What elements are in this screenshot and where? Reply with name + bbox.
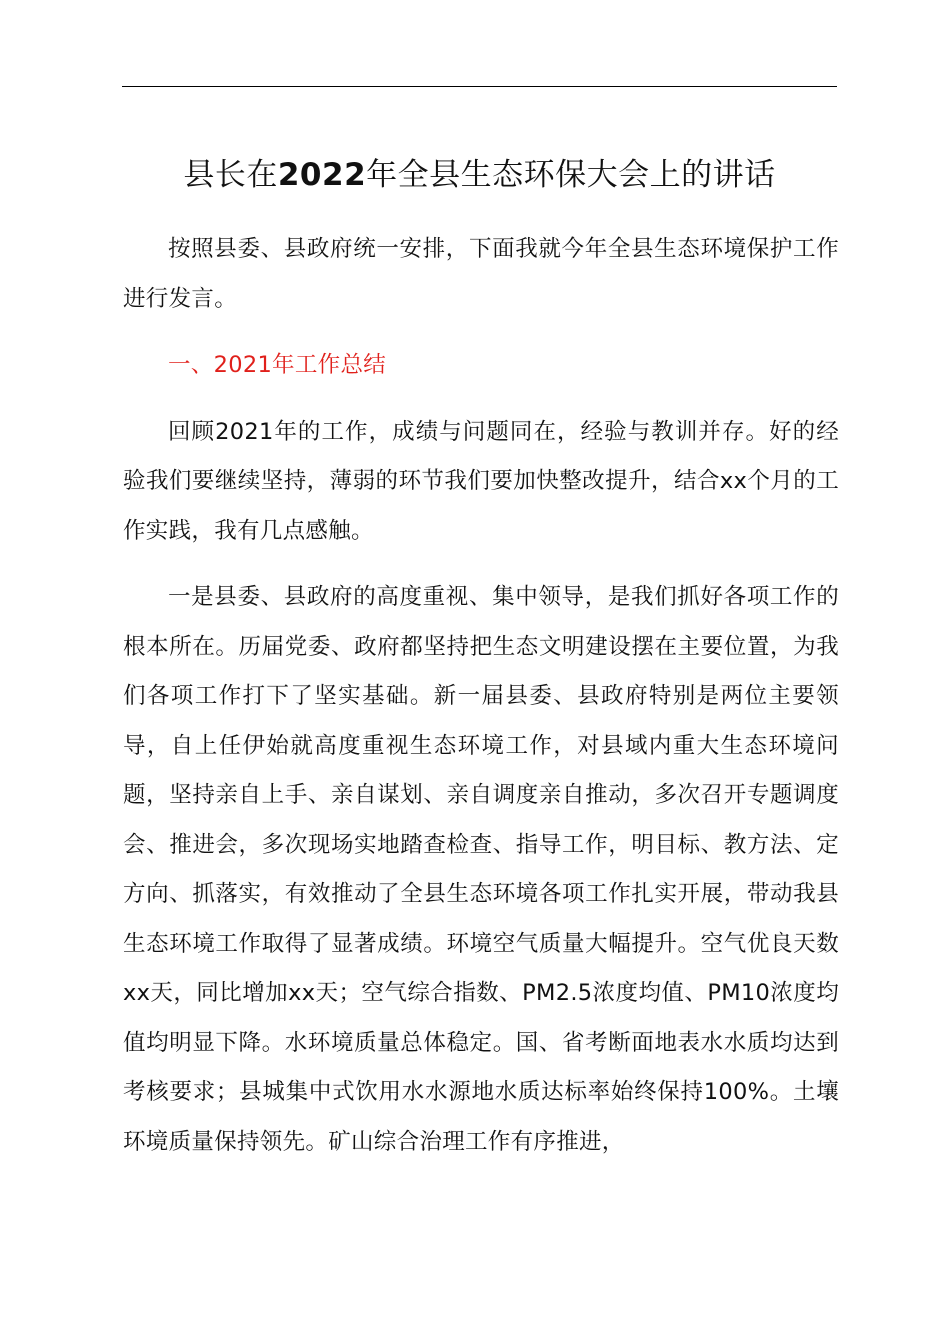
title-prefix: 县长在 bbox=[183, 157, 278, 193]
intro-paragraph: 按照县委、县政府统一安排，下面我就今年全县生态环境保护工作进行发言。 bbox=[123, 236, 839, 312]
title-suffix: 年全县生态环保大会上的讲话 bbox=[366, 157, 776, 193]
section-heading: 一、2021年工作总结 bbox=[168, 352, 387, 378]
title-year: 2022 bbox=[277, 157, 367, 193]
point-one-paragraph: 一是县委、县政府的高度重视、集中领导，是我们抓好各项工作的根本所在。历届党委、政府都坚持把生态文明建设摆在主要位置，为我们各项工作打下了坚实基础。新一届县委、县政府特别是两位主要领导，自上任伊始就高度重视生态环境工作，对县域内重大生态环境问题，坚持亲自上手、亲自谋划、亲自调度亲自推动，多次召开专题调度会、推进会，多次现场实地踏查检查、指导工作，明目标、教方法、定方向、抓落实，有效推动了全县生态环境各项工作扎实开展，带动我县生态环境工作取得了显著成绩。环境空气质量大幅提升。空气优良天数xx天，同比增加xx天；空气综合指数、PM2.5浓度均值、PM10浓度均值均明显下降。水环境质量总体稳定。国、省考断面地表水水质均达到考核要求；县城集中式饮用水水源地水质达标率始终保持100%。土壤环境质量保持领先。矿山综合治理工作有序推进， bbox=[123, 584, 839, 1155]
document-body bbox=[123, 225, 839, 1184]
review-paragraph: 回顾2021年的工作，成绩与问题同在，经验与教训并存。好的经验我们要继续坚持，薄弱的环节我们要加快整改提升，结合xx个月的工作实践，我有几点感触。 bbox=[123, 418, 839, 544]
document-title bbox=[122, 150, 837, 200]
header-rule bbox=[122, 86, 837, 87]
